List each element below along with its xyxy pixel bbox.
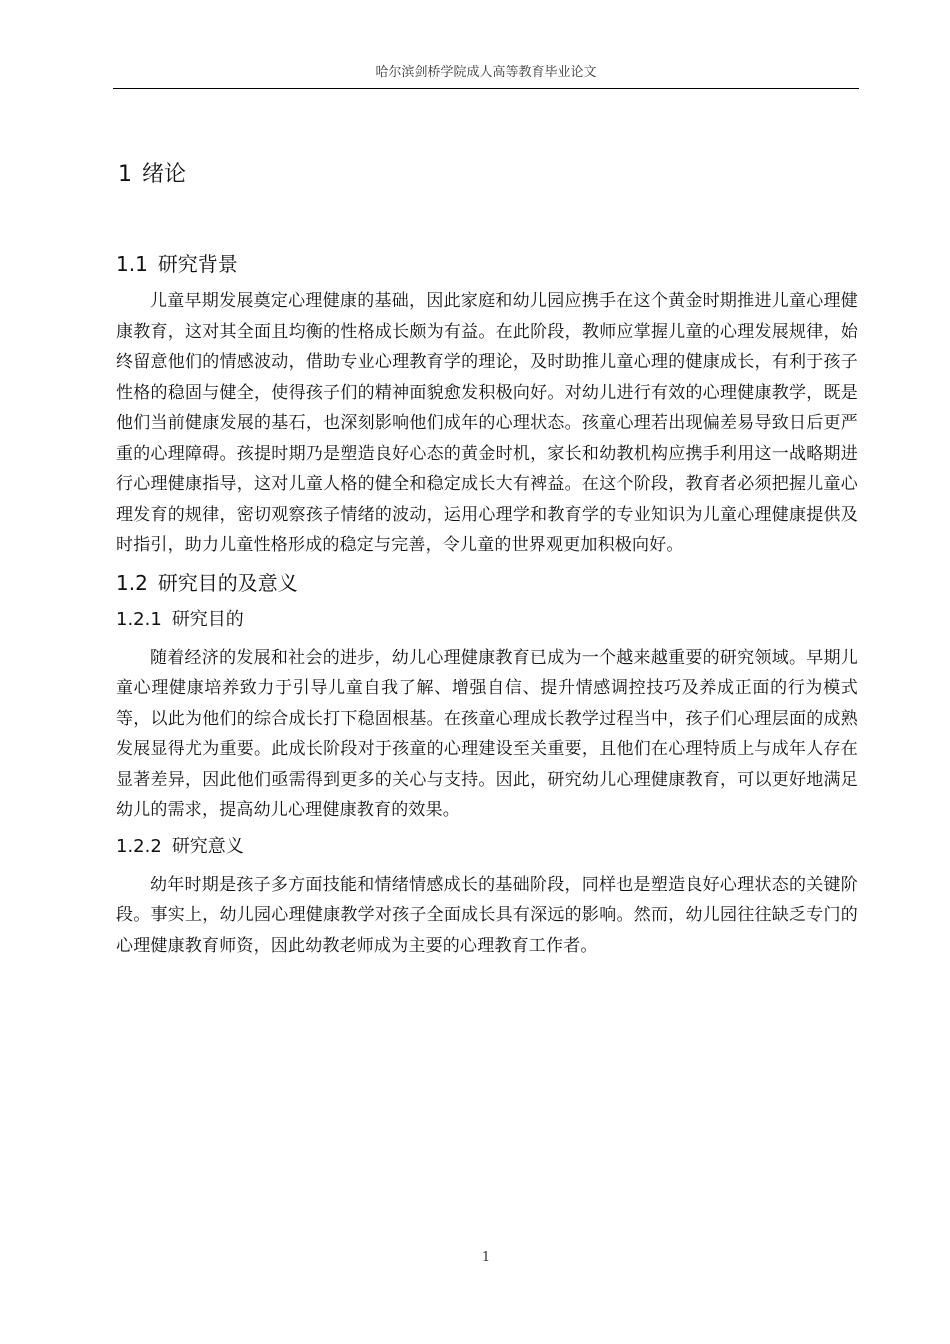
subsection-heading — [116, 605, 858, 635]
page-body — [116, 158, 858, 967]
section-number: 1.1 — [116, 252, 148, 276]
chapter-heading — [118, 158, 858, 192]
body-paragraph: 幼年时期是孩子多方面技能和情绪情感成长的基础阶段，同样也是塑造良好心理状态的关键阶段。事实上，幼儿园心理健康教学对孩子全面成长具有深远的影响。然而，幼儿园往往缺乏专门的心理健康教育师资，因此幼教老师成为主要的心理教育工作者。 — [116, 874, 858, 956]
body-paragraph: 儿童早期发展奠定心理健康的基础，因此家庭和幼儿园应携手在这个黄金时期推进儿童心理健康教育，这对其全面且均衡的性格成长颇为有益。在此阶段，教师应掌握儿童的心理发展规律，始终留意他们的情感波动，借助专业心理教育学的理论，及时助推儿童心理的健康成长，有利于孩子性格的稳固与健全，使得孩子们的精神面貌愈发积极向好。对幼儿进行有效的心理健康教学，既是他们当前健康发展的基石，也深刻影响他们成年的心理状态。孩童心理若出现偏差易导致日后更严重的心理障碍。孩提时期乃是塑造良好心态的黄金时机，家长和幼教机构应携手利用这一战略期进行心理健康指导，这对儿童人格的健全和稳定成长大有裨益。在这个阶段，教育者必须把握儿童心理发育的规律，密切观察孩子情绪的波动，运用心理学和教育学的专业知识为儿童心理健康提供及时指引，助力儿童性格形成的稳定与完善，令儿童的世界观更加积极向好。 — [116, 291, 858, 555]
running-header: 哈尔滨剑桥学院成人高等教育毕业论文 — [375, 65, 597, 80]
body-paragraph: 随着经济的发展和社会的进步，幼儿心理健康教育已成为一个越来越重要的研究领域。早期儿童心理健康培养致力于引导儿童自我了解、增强自信、提升情感调控技巧及养成正面的行为模式等，以此为他们的综合成长打下稳固根基。在孩童心理成长教学过程当中，孩子们心理层面的成熟发展显得尤为重要。此成长阶段对于孩童的心理建设至关重要，且他们在心理特质上与成年人存在显著差异，因此他们亟需得到更多的关心与支持。因此，研究幼儿心理健康教育，可以更好地满足幼儿的需求，提高幼儿心理健康教育的效果。 — [116, 647, 858, 820]
subsection-number: 1.2.1 — [116, 608, 162, 630]
subsection-title: 研究目的 — [171, 608, 244, 630]
subsection-heading — [116, 832, 858, 862]
section-number: 1.2 — [116, 570, 148, 595]
page-number: 1 — [481, 1250, 491, 1265]
subsection-title: 研究意义 — [171, 835, 244, 857]
section-heading — [116, 567, 858, 599]
chapter-title: 绪论 — [142, 162, 187, 187]
section-title: 研究背景 — [157, 252, 238, 276]
chapter-number: 1 — [118, 162, 132, 187]
section-title: 研究目的及意义 — [157, 570, 298, 595]
header-divider — [113, 88, 859, 89]
section-heading — [116, 248, 858, 280]
subsection-number: 1.2.2 — [116, 835, 162, 857]
